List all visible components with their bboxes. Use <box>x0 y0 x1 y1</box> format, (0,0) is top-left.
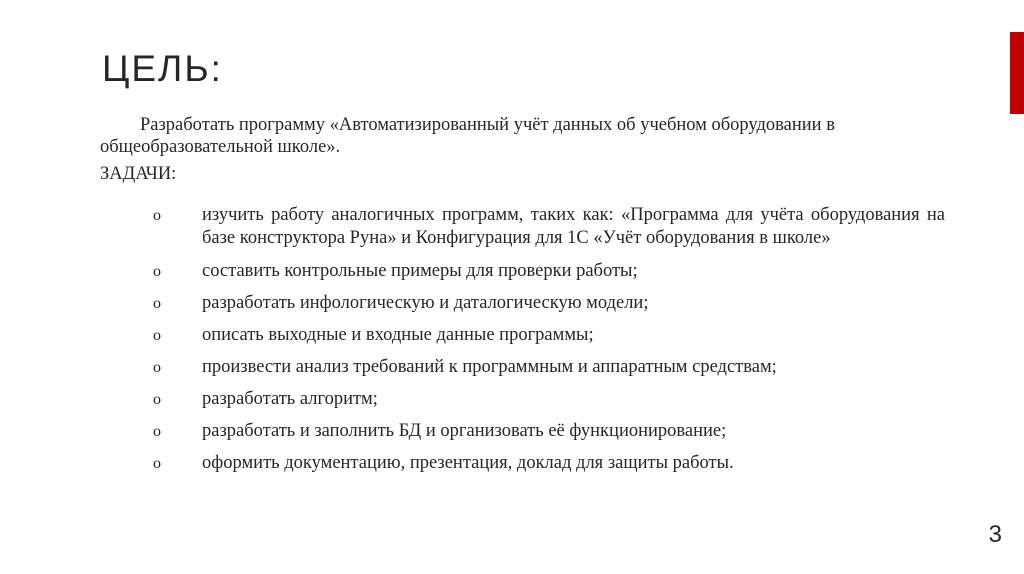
circle-bullet-icon: o <box>153 455 161 472</box>
circle-bullet-icon: o <box>153 423 161 440</box>
circle-bullet-icon: o <box>153 359 161 376</box>
circle-bullet-icon: o <box>153 327 161 344</box>
task-item <box>150 260 945 283</box>
task-item <box>150 204 945 250</box>
circle-bullet-icon: o <box>153 263 161 280</box>
task-list <box>150 204 945 484</box>
circle-bullet-icon: o <box>153 295 161 312</box>
task-text: разработать инфологическую и даталогическую модели; <box>202 293 649 313</box>
task-text: разработать алгоритм; <box>202 389 378 409</box>
task-text: произвести анализ требований к программным и аппаратным средствам; <box>202 357 777 377</box>
circle-bullet-icon: o <box>153 391 161 408</box>
task-item <box>150 356 945 379</box>
task-item <box>150 292 945 315</box>
circle-bullet-icon: o <box>153 207 161 224</box>
task-text: составить контрольные примеры для проверки работы; <box>202 261 638 281</box>
accent-bar <box>1010 32 1024 114</box>
tasks-heading: ЗАДАЧИ: <box>100 164 177 184</box>
task-item <box>150 324 945 347</box>
task-text: оформить документацию, презентация, доклад для защиты работы. <box>202 453 734 473</box>
page-number: 3 <box>988 521 1002 548</box>
task-text: изучить работу аналогичных программ, таких как: «Программа для учёта оборудования на базе конструктора Руна» и Конфигурация для 1С «Учёт оборудования в школе» <box>202 205 945 248</box>
task-item <box>150 452 945 475</box>
task-item <box>150 388 945 411</box>
task-text: разработать и заполнить БД и организовать её функционирование; <box>202 421 727 441</box>
task-item <box>150 420 945 443</box>
goal-text: Разработать программу «Автоматизированный учёт данных об учебном оборудовании в общеобразовательной школе». <box>100 115 835 157</box>
slide-title: ЦЕЛЬ: <box>102 48 223 89</box>
task-text: описать выходные и входные данные программы; <box>202 325 594 345</box>
